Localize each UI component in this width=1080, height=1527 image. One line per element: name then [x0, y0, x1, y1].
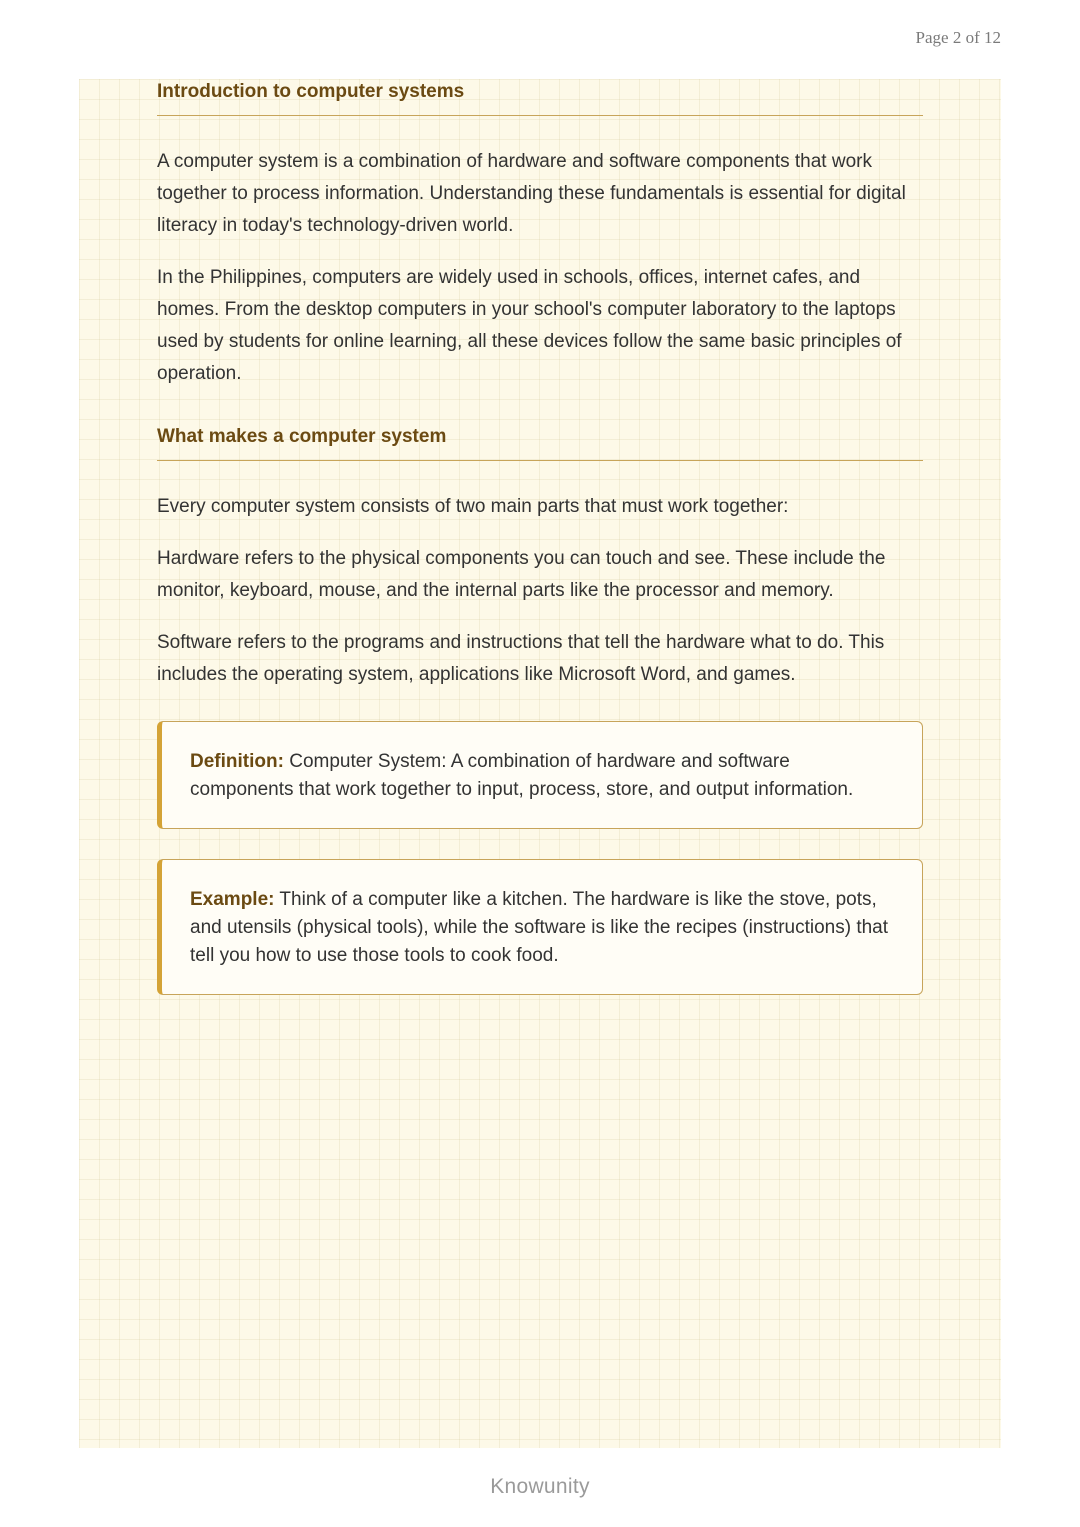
section-heading-intro: Introduction to computer systems [157, 81, 923, 116]
example-callout [157, 859, 923, 995]
intro-paragraph-2: In the Philippines, computers are widely used in schools, offices, internet cafes, and homes. From the desktop computers in your school's computer laboratory to the laptops used by students for online learning, all these devices follow the same basic principles of operation. [157, 267, 902, 384]
software-paragraph: Software refers to the programs and instructions that tell the hardware what to do. This includes the operating system, applications like Microsoft Word, and games. [157, 632, 885, 685]
intro-paragraph-1: A computer system is a combination of hardware and software components that work together to process information. Understanding these fundamentals is essential for digital literacy in today's technology-driven world. [157, 151, 906, 236]
page-number: Page 2 of 12 [915, 28, 1001, 47]
definition-label: Definition: [190, 751, 284, 772]
what-makes-paragraph-1: Every computer system consists of two main parts that must work together: [157, 496, 789, 517]
definition-callout [157, 721, 923, 829]
example-label: Example: [190, 889, 275, 910]
document-sheet [79, 79, 1001, 1448]
section-heading-what-makes: What makes a computer system [157, 426, 923, 461]
hardware-paragraph: Hardware refers to the physical components you can touch and see. These include the monitor, keyboard, mouse, and the internal parts like the processor and memory. [157, 548, 886, 601]
document-content [157, 79, 923, 995]
example-text: Think of a computer like a kitchen. The hardware is like the stove, pots, and utensils (physical tools), while the software is like the recipes (instructions) that tell you how to use those tools to cook food. [190, 889, 889, 966]
definition-text: Computer System: A combination of hardware and software components that work together to input, process, store, and output information. [190, 751, 854, 800]
footer-brand: Knowunity [490, 1475, 590, 1498]
